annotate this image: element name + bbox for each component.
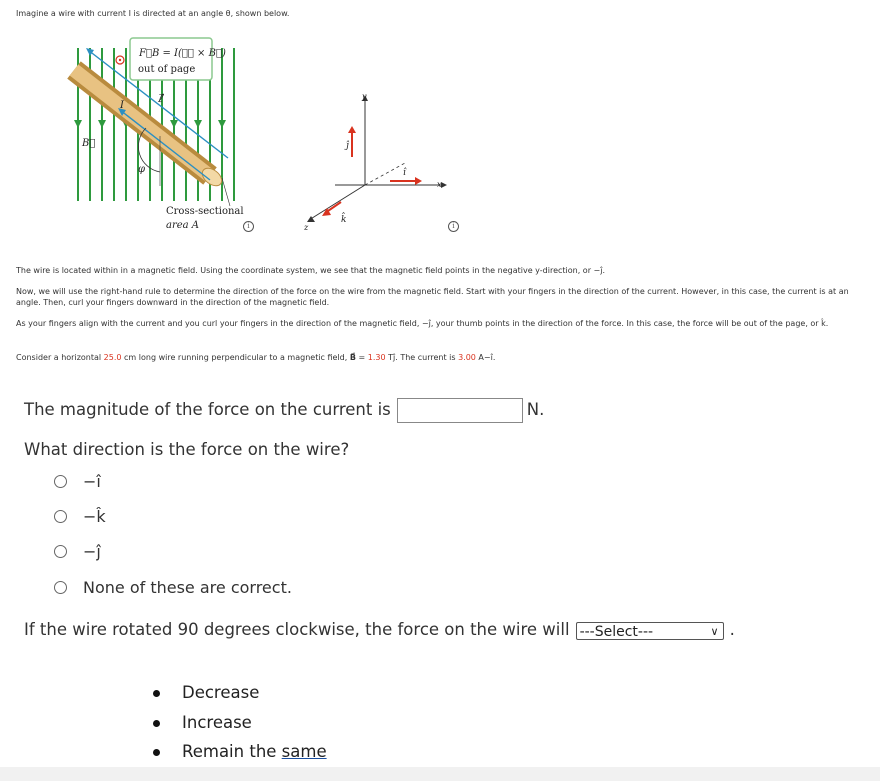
x-axis-label: x — [437, 180, 442, 189]
formula: F⃗B = I(ℓ⃗ × B⃗) — [139, 48, 226, 59]
info-icon[interactable]: i — [243, 221, 254, 232]
question-direction: What direction is the force on the wire? — [24, 440, 350, 459]
paragraph-thumb: As your fingers align with the current and you curl your fingers in the direction of the magnetic field, −ĵ, your thumb points in the direction of the force. In this case, the force will be out of the page, or k̂. — [16, 319, 829, 328]
radio-button[interactable] — [54, 475, 67, 488]
paragraph-given: Consider a horizontal 25.0 cm long wire running perpendicular to a magnetic field, B⃗ = 1.30 Tĵ. The current is 3.00 A−î. — [16, 353, 496, 362]
paragraph-field: The wire is located within in a magnetic field. Using the coordinate system, we see that the magnetic field points in the negative y-direction, or −ĵ. — [16, 266, 605, 275]
j-hat-label: ĵ — [346, 141, 349, 151]
radio-button[interactable] — [54, 545, 67, 558]
b-field-label: B⃗ — [82, 138, 96, 149]
cross-section-label: Cross-sectional — [166, 206, 244, 217]
option-neg-i[interactable]: −î — [54, 472, 101, 491]
radio-button[interactable] — [54, 581, 67, 594]
list-item: Increase — [150, 713, 327, 743]
same-link[interactable]: same — [281, 742, 327, 761]
intro-text: Imagine a wire with current I is directed at an angle θ, shown below. — [16, 9, 290, 18]
question-magnitude: The magnitude of the force on the current is N. — [24, 398, 544, 423]
current-value: 3.00 — [458, 353, 476, 362]
i-hat-label: î — [403, 168, 406, 178]
phi-label: φ — [138, 164, 146, 175]
wire-figure — [60, 36, 270, 236]
ell-label: ℓ⃗ — [158, 92, 163, 105]
paragraph-rhr: Now, we will use the right-hand rule to determine the direction of the force on the wire from the magnetic field. Start with your fingers in the direction of the current. However, in this case, the current is at an angle. Then, curl your fingers downward in the direction of the magnetic field. — [16, 287, 849, 307]
out-of-page-label: out of page — [138, 64, 196, 75]
footer-bar — [0, 767, 880, 781]
radio-button[interactable] — [54, 510, 67, 523]
chevron-down-icon: ∨ — [710, 624, 719, 638]
y-axis-label: y — [362, 92, 367, 101]
list-item: Decrease — [150, 683, 327, 713]
option-neg-k[interactable]: −k̂ — [54, 507, 106, 526]
current-label: I — [120, 100, 124, 111]
option-none[interactable]: None of these are correct. — [54, 578, 292, 597]
area-label: area A — [166, 220, 200, 231]
k-hat-label: k̂ — [341, 215, 347, 225]
rotation-select[interactable]: ---Select--- ∨ — [576, 622, 724, 640]
length-value: 25.0 — [103, 353, 122, 362]
axes-figure — [295, 85, 455, 235]
field-value: 1.30 — [367, 353, 386, 362]
force-magnitude-input[interactable] — [397, 398, 523, 423]
question-rotation: If the wire rotated 90 degrees clockwise, the force on the wire will ---Select--- ∨ . — [24, 620, 735, 640]
option-neg-j[interactable]: −ĵ — [54, 542, 101, 561]
info-icon[interactable]: i — [448, 221, 459, 232]
choices-list — [150, 683, 327, 772]
list-item: Remain the same — [150, 742, 327, 772]
z-axis-label: z — [304, 223, 309, 232]
